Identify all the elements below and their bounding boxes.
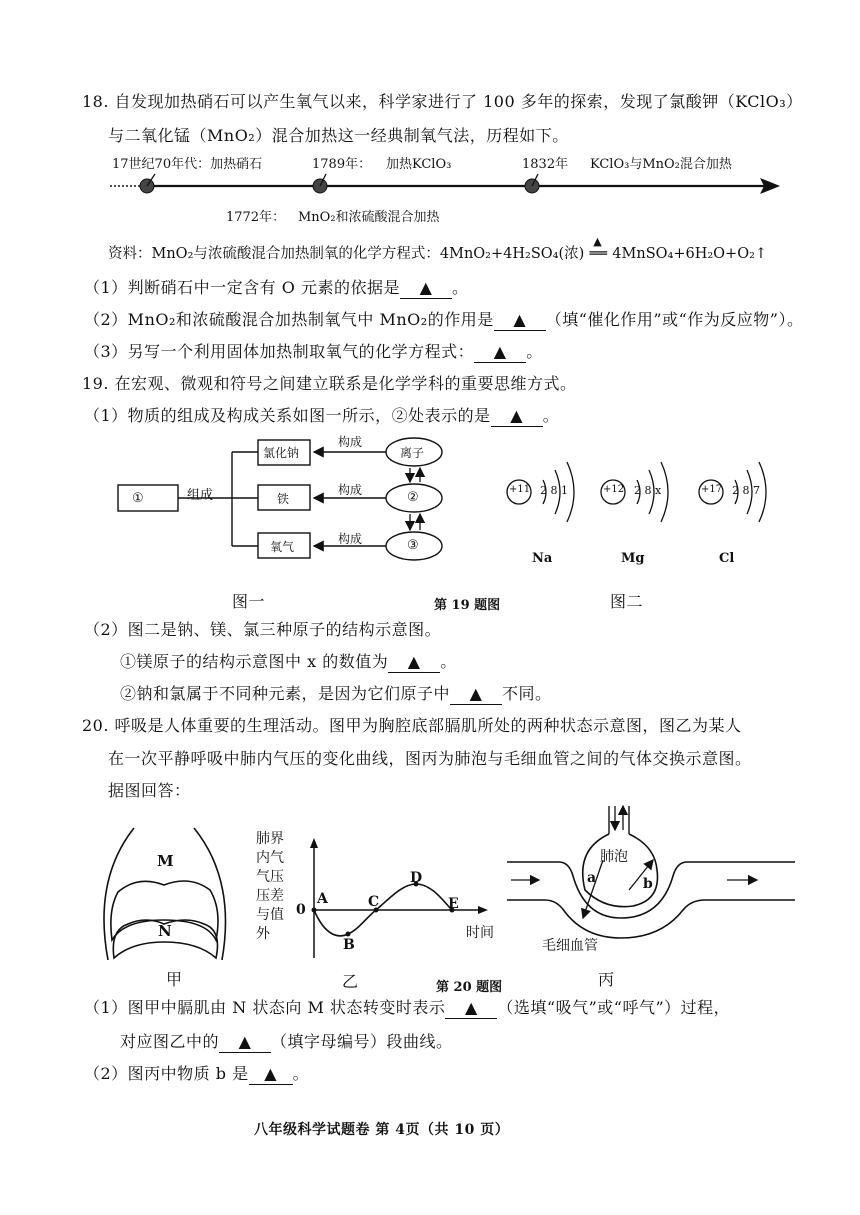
page-footer: 八年级科学试题卷 第 4页（共 10 页） xyxy=(254,1122,510,1138)
equation-condition: ▲ ══ xyxy=(584,244,612,264)
yi-ylabel: 肺界 内气 气压 压差 与值 外 xyxy=(256,831,284,942)
y-axis-arrow-icon xyxy=(310,838,318,848)
timeline-1832-text: KClO₃与MnO₂混合加热 xyxy=(590,157,732,172)
answer-blank-20-1a[interactable]: ▲ xyxy=(445,998,497,1019)
timeline-1772-year: 1772年： xyxy=(226,210,286,225)
mg-nucleus: +12 xyxy=(603,484,625,495)
q20-line3: 据图回答： xyxy=(108,781,191,800)
fig1-build-1: 构成 xyxy=(338,435,363,449)
timeline-1772-text: MnO₂和浓硫酸混合加热 xyxy=(298,210,440,225)
yi-point-a: A xyxy=(317,891,328,907)
q20-line1: 20. 呼吸是人体重要的生理活动。图甲为胸腔底部膈肌所处的两种状态示意图，图乙为某人 xyxy=(82,716,742,735)
material-equation-right: 4MnSO₄+6H₂O+O₂↑ xyxy=(612,246,768,262)
cl-electrons: 2 8 7 xyxy=(732,484,760,497)
fig1-build-2: 构成 xyxy=(338,483,363,497)
q19-sub2: （2）图二是钠、镁、氯三种原子的结构示意图。 xyxy=(84,620,442,639)
fig1-box1-text: ① xyxy=(132,491,144,506)
timeline-1670-label: 17世纪70年代：加热硝石 xyxy=(112,157,263,172)
fig1-build-3: 构成 xyxy=(338,532,363,546)
fig1-ion: 离子 xyxy=(400,446,425,460)
yi-caption: 乙 xyxy=(342,972,359,991)
mg-electrons: 2 8 x xyxy=(634,484,662,497)
answer-blank-19-2b[interactable]: ▲ xyxy=(450,684,502,705)
answer-blank-18-3[interactable]: ▲ xyxy=(474,342,526,363)
fig20-title: 第 20 题图 xyxy=(436,980,503,995)
cl-nucleus: +17 xyxy=(701,484,723,495)
answer-blank-19-2a[interactable]: ▲ xyxy=(388,652,440,673)
timeline-1789-text: 加热KClO₃ xyxy=(386,157,452,172)
q20-sub2: （2）图丙中物质 b 是 ▲ 。 xyxy=(84,1064,310,1083)
mg-label: Mg xyxy=(621,551,645,566)
box-1 xyxy=(118,485,178,511)
q20-line2: 在一次平静呼吸中肺内气压的变化曲线，图丙为肺泡与毛细血管之间的气体交换示意图。 xyxy=(108,749,752,768)
jia-caption: 甲 xyxy=(166,970,183,989)
q19-sub1: （1）物质的组成及构成关系如图一所示，②处表示的是 ▲ 。 xyxy=(84,406,560,425)
answer-blank-20-2[interactable]: ▲ xyxy=(249,1064,293,1085)
fig1-caption: 图一 xyxy=(232,592,266,611)
q19-title: 19. 在宏观、微观和符号之间建立联系是化学学科的重要思维方式。 xyxy=(82,374,577,393)
q20-sub1: （1）图甲中膈肌由 N 状态向 M 状态转变时表示 ▲ （选填“吸气”或“呼气”）过程， xyxy=(84,998,731,1017)
answer-blank-19-1[interactable]: ▲ xyxy=(491,406,543,427)
q18-line1: 18. 自发现加热硝石可以产生氧气以来，科学家进行了 100 多年的探索，发现了氯酸钾（KClO₃） xyxy=(82,92,803,111)
na-electrons: 2 8 1 xyxy=(540,484,568,497)
fig19-title: 第 19 题图 xyxy=(434,598,501,613)
bing-caption: 丙 xyxy=(598,970,615,989)
bing-alveolus-label: 肺泡 xyxy=(600,849,628,865)
bing-capillary-label: 毛细血管 xyxy=(542,938,598,954)
material-equation-left: 资料：MnO₂与浓硫酸混合加热制氧的化学方程式：4MnO₂+4H₂SO₄(浓) xyxy=(108,246,585,262)
figure-yi-curve xyxy=(300,838,490,968)
q18-sub3: （3）另写一个利用固体加热制取氧气的化学方程式： ▲ 。 xyxy=(84,342,543,361)
jia-n-label: N xyxy=(158,922,172,940)
q20-sub1b: 对应图乙中的 ▲ （填字母编号）段曲线。 xyxy=(120,1032,453,1051)
answer-blank-20-1b[interactable]: ▲ xyxy=(219,1032,271,1053)
q19-sub2a: ①镁原子的结构示意图中 x 的数值为 ▲ 。 xyxy=(120,652,457,671)
figure-bing-alveolus xyxy=(505,800,805,940)
yi-xlabel: 时间 xyxy=(466,925,494,941)
jia-m-label: M xyxy=(157,852,174,870)
figure-jia-diaphragm xyxy=(98,820,238,965)
na-nucleus: +11 xyxy=(509,484,531,495)
fig1-iron: 铁 xyxy=(277,492,290,506)
x-axis-arrow-icon xyxy=(478,906,488,914)
q18-line2: 与二氧化锰（MnO₂）混合加热这一经典制氧气法，历程如下。 xyxy=(108,126,569,145)
yi-point-e: E xyxy=(448,896,459,912)
q18-sub2: （2）MnO₂和浓硫酸混合加热制氧气中 MnO₂的作用是 ▲ （填“催化作用”或“作为反应物”）。 xyxy=(84,310,804,329)
fig1-compose-label: 组成 xyxy=(187,488,214,503)
bing-a-label: a xyxy=(587,870,597,886)
q18-sub1: （1）判断硝石中一定含有 O 元素的依据是 ▲ 。 xyxy=(84,278,469,297)
timeline-1832-year: 1832年 xyxy=(522,157,569,172)
q19-sub2b: ②钠和氯属于不同种元素，是因为它们原子中 ▲ 不同。 xyxy=(120,684,552,703)
fig1-circle-3: ③ xyxy=(407,538,419,553)
fig1-oxygen: 氧气 xyxy=(270,540,295,554)
na-label: Na xyxy=(532,551,553,566)
bing-b-label: b xyxy=(643,876,653,892)
fig2-caption: 图二 xyxy=(610,592,644,611)
yi-point-c: C xyxy=(368,894,380,910)
timeline-1789-year: 1789年： xyxy=(312,157,372,172)
fig1-circle-2: ② xyxy=(407,490,419,505)
yi-zero: 0 xyxy=(296,902,306,918)
yi-point-b: B xyxy=(343,937,355,953)
cl-label: Cl xyxy=(719,551,735,566)
answer-blank-18-2[interactable]: ▲ xyxy=(494,310,546,331)
yi-point-d: D xyxy=(410,870,423,886)
answer-blank-18-1[interactable]: ▲ xyxy=(400,278,452,299)
fig1-nacl: 氯化钠 xyxy=(263,446,300,460)
q18-material xyxy=(108,235,768,264)
heat-triangle-icon: ▲ xyxy=(593,235,602,248)
